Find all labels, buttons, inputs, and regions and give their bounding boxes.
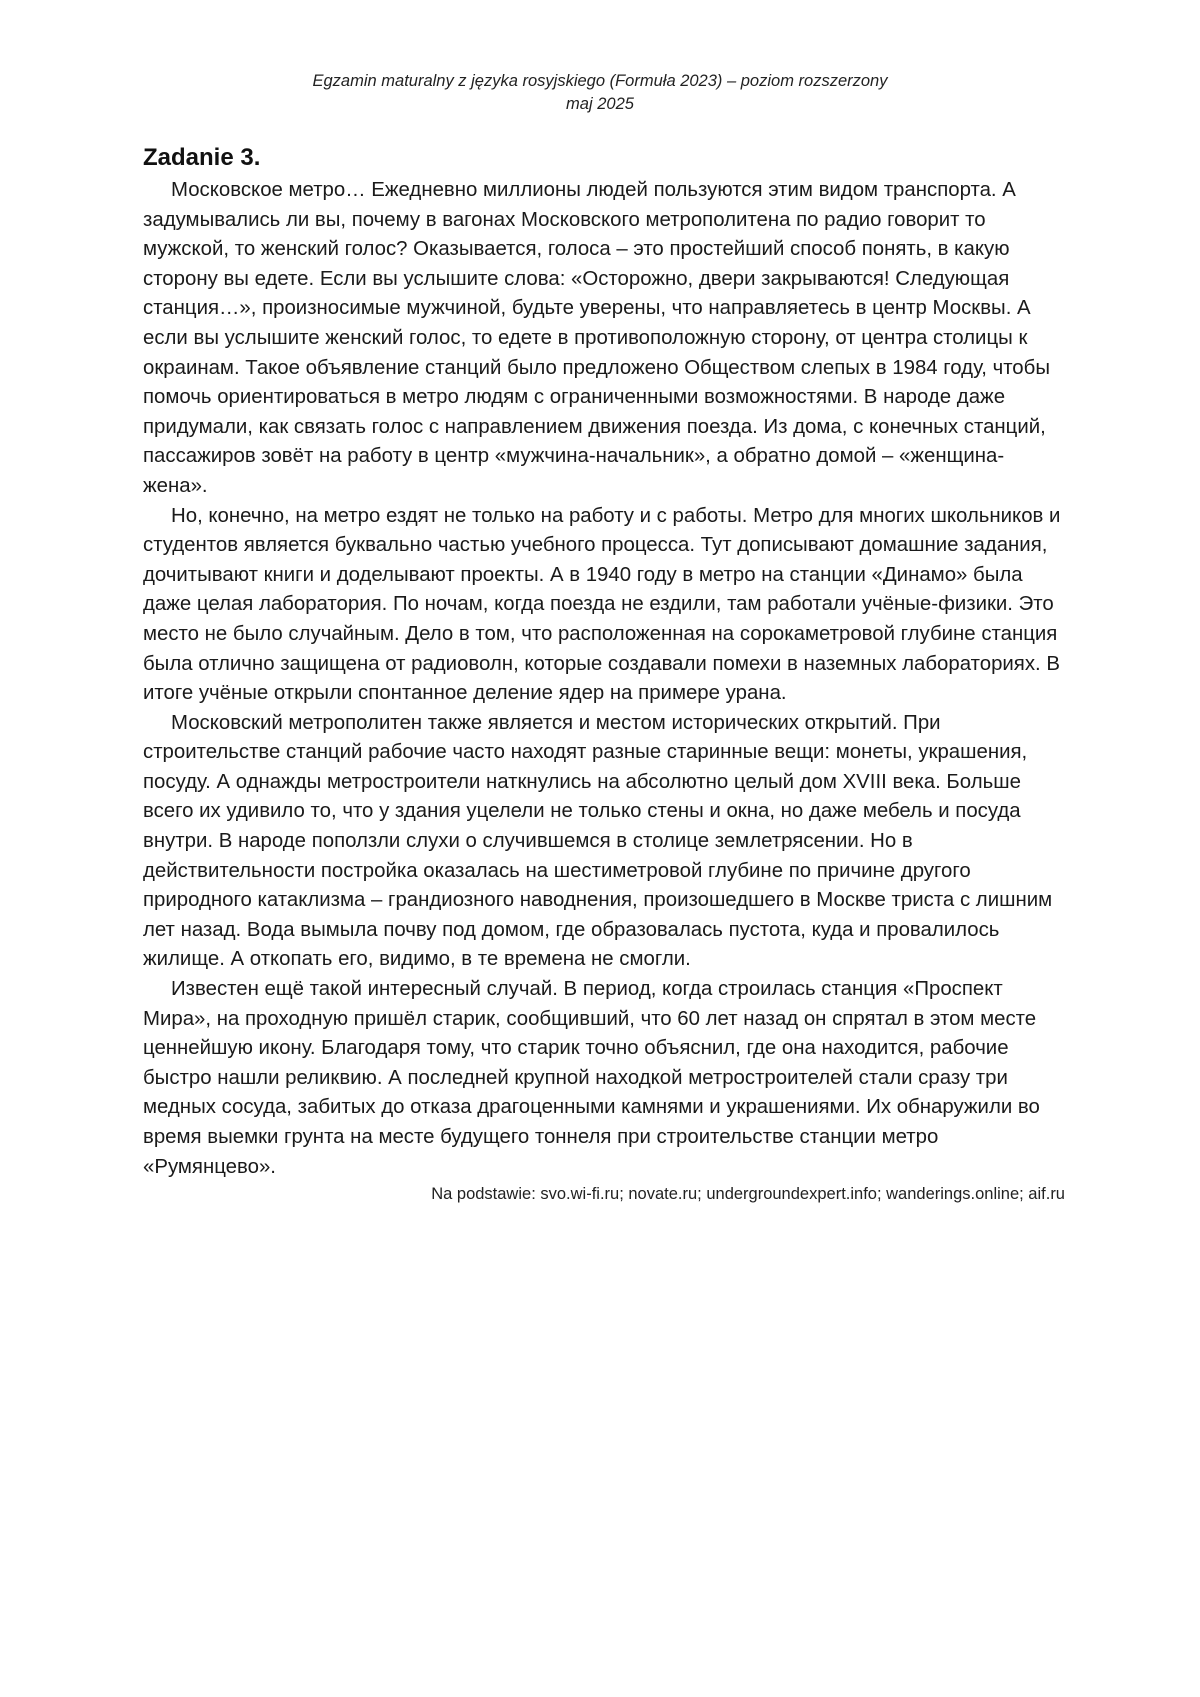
paragraph-2: Но, конечно, на метро ездят не только на работу и с работы. Метро для многих школьников и студентов является буквально частью учебного процесса. Тут дописывают домашние задания, дочитывают книги и доделывают проекты. А в 1940 году в метро на станции «Динамо» была даже целая лаборатория. По ночам, когда поезда не ездили, там работали учёные-физики. Это место не было случайным. Дело в том, что расположенная на сорокаметровой глубине станция была отлично защищена от радиоволн, которые создавали помехи в наземных лабораториях. В итоге учёные открыли спонтанное деление ядер на примере урана. (143, 504, 1061, 705)
exam-date: maj 2025 (566, 95, 634, 113)
exam-title: Egzamin maturalny z języka rosyjskiego (Formuła 2023) – poziom rozszerzony (312, 72, 888, 90)
source-citation: Na podstawie: svo.wi-fi.ru; novate.ru; undergroundexpert.info; wanderings.online; aif.ru (431, 1185, 1065, 1204)
task-title: Zadanie 3. (143, 144, 261, 171)
paragraph-1: Московское метро… Ежедневно миллионы людей пользуются этим видом транспорта. А задумывались ли вы, почему в вагонах Московского метрополитена по радио говорит то мужской, то женский голос? Оказывается, голоса – это простейший способ понять, в какую сторону вы едете. Если вы услышите слова: «Осторожно, двери закрываются! Следующая станция…», произносимые мужчиной, будьте уверены, что направляетесь в центр Москвы. А если вы услышите женский голос, то едете в противоположную сторону, от центра столицы к окраинам. Такое объявление станций было предложено Обществом слепых в 1984 году, чтобы помочь ориентироваться в метро людям с ограниченными возможностями. В народе даже придумали, как связать голос с направлением движения поезда. Из дома, с конечных станций, пассажиров зовёт на работу в центр «мужчина-начальник», а обратно домой – «женщина-жена». (143, 179, 1050, 497)
page-header (0, 70, 1200, 116)
paragraph-3: Московский метрополитен также является и местом исторических открытий. При строительстве станций рабочие часто находят разные старинные вещи: монеты, украшения, посуду. А однажды метростроители наткнулись на абсолютно целый дом XVIII века. Больше всего их удивило то, что у здания уцелели не только стены и окна, но даже мебель и посуда внутри. В народе поползли слухи о случившемся в столице землетрясении. Но в действительности постройка оказалась на шестиметровой глубине по причине другого природного катаклизма – грандиозного наводнения, произошедшего в Москве триста с лишним лет назад. Вода вымыла почву под домом, где образовалась пустота, куда и провалилось жилище. А откопать его, видимо, в те времена не смогли. (143, 711, 1053, 971)
paragraph-4: Известен ещё такой интересный случай. В период, когда строилась станция «Проспект Мира», на проходную пришёл старик, сообщивший, что 60 лет назад он спрятал в этом месте ценнейшую икону. Благодаря тому, что старик точно объяснил, где она находится, рабочие быстро нашли реликвию. А последней крупной находкой метростроителей стали сразу три медных сосуда, забитых до отказа драгоценными камнями и украшениями. Их обнаружили во время выемки грунта на месте будущего тоннеля при строительстве станции метро «Румянцево». (143, 978, 1040, 1178)
task-content (143, 142, 1065, 1205)
